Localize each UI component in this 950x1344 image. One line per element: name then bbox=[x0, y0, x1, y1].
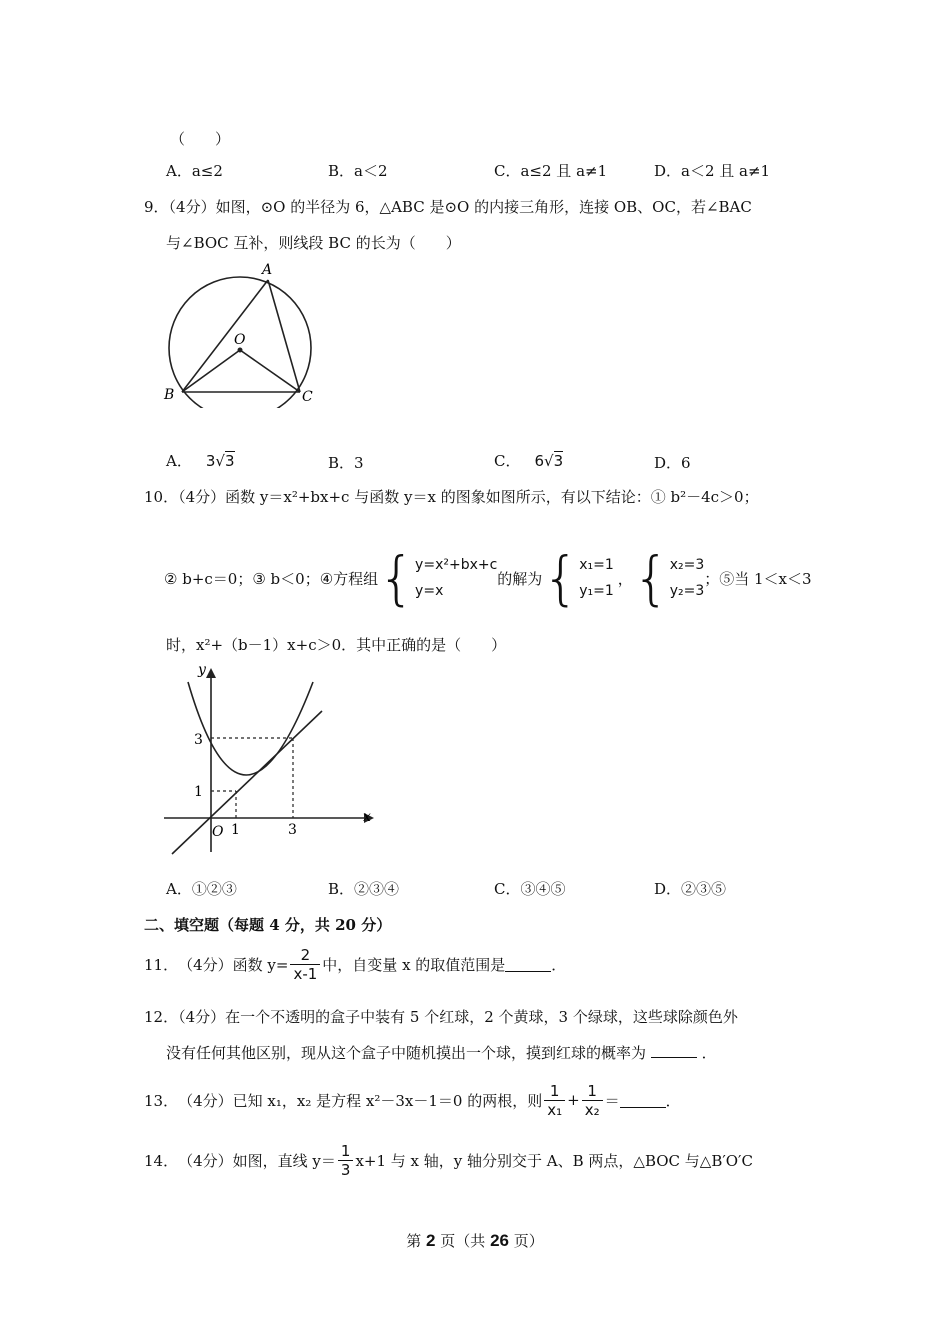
q10-parabola bbox=[188, 682, 313, 775]
q11-line bbox=[144, 942, 566, 986]
q10-score: （4分） bbox=[178, 488, 226, 506]
q13-score: （4分） bbox=[178, 1091, 233, 1110]
q9-label-c: C bbox=[302, 389, 313, 405]
q9-circle-figure bbox=[158, 258, 328, 408]
q10-solution-1 bbox=[579, 552, 614, 604]
q10-number: 10． bbox=[144, 488, 179, 506]
q12-text-1: 在一个不透明的盒子中装有 5 个红球，2 个黄球，3 个绿球，这些球除颜色外 bbox=[225, 1008, 738, 1026]
q8-option-b: B．a＜2 bbox=[328, 162, 388, 180]
q10-solution-2 bbox=[670, 552, 705, 604]
footer-total-pages: 26 bbox=[490, 1231, 509, 1250]
q10-equation-system bbox=[415, 552, 497, 604]
q9-option-a-value: 3√3 bbox=[205, 452, 235, 470]
q13-f1-num: 1 bbox=[544, 1082, 565, 1101]
q9-side-ac bbox=[268, 280, 300, 392]
q11-text-pre: 函数 y= bbox=[232, 955, 289, 974]
q13-end: ． bbox=[665, 1091, 681, 1110]
q12-line2 bbox=[166, 1042, 717, 1063]
q10-text-1: 函数 y＝x²+bx+c 与函数 y＝x 的图象如图所示，有以下结论：① b²－4c＞0； bbox=[225, 488, 759, 506]
q14-frac-num: 1 bbox=[338, 1142, 354, 1161]
q10-line2 bbox=[164, 542, 812, 614]
q13-answer-blank[interactable] bbox=[620, 1093, 666, 1108]
footer-suffix: 页） bbox=[513, 1232, 544, 1250]
q10-option-c: C．③④⑤ bbox=[494, 880, 566, 898]
q9-number: 9． bbox=[144, 198, 169, 216]
page-footer bbox=[0, 1230, 950, 1251]
q9-option-d: D．6 bbox=[654, 454, 691, 472]
q14-frac-den: 3 bbox=[340, 1160, 351, 1179]
q11-text-post: 中，自变量 x 的取值范围是 bbox=[322, 955, 506, 974]
q9-option-c-label: C． bbox=[494, 452, 521, 470]
q9-segment-oc bbox=[240, 350, 300, 392]
q10-option-a: A．①②③ bbox=[166, 880, 237, 898]
footer-prefix: 第 bbox=[406, 1232, 422, 1250]
q10-tick-x1: 1 bbox=[231, 822, 240, 838]
q10-tick-y3: 3 bbox=[194, 732, 203, 748]
q9-option-c-value: 6√3 bbox=[534, 452, 564, 470]
section-2-heading: 二、填空题（每题 4 分，共 20 分） bbox=[144, 916, 392, 934]
q10-text-2-post: ；⑤当 1＜x＜3 bbox=[704, 569, 812, 588]
q10-text-2-pre: ② b+c＝0；③ b＜0；④方程组 bbox=[164, 569, 379, 588]
q11-fraction bbox=[290, 946, 320, 983]
q10-label-y: y bbox=[198, 662, 206, 678]
q10-solution2-brace: { bbox=[632, 544, 670, 612]
q10-sol1-x: x₁=1 bbox=[579, 557, 614, 573]
q10-system-brace: { bbox=[378, 544, 416, 612]
q13-line bbox=[144, 1074, 681, 1126]
q10-text-2-mid: 的解为 bbox=[497, 569, 543, 588]
q9-side-ab bbox=[182, 280, 268, 392]
q8-option-d: D．a＜2 且 a≠1 bbox=[654, 162, 771, 180]
q9-line1 bbox=[144, 196, 752, 217]
q14-number: 14． bbox=[144, 1151, 179, 1170]
q11-number: 11． bbox=[144, 955, 179, 974]
q11-frac-den: x-1 bbox=[293, 964, 318, 983]
q11-score: （4分） bbox=[178, 955, 233, 974]
q10-line3: 时，x²+（b－1）x+c＞0．其中正确的是（ ） bbox=[166, 636, 507, 654]
q12-line1 bbox=[144, 1006, 738, 1027]
q13-text-post: ＝ bbox=[604, 1091, 620, 1110]
q9-option-a-label: A． bbox=[166, 452, 192, 470]
q8-paren: （ ） bbox=[170, 130, 231, 148]
q10-sol2-x: x₂=3 bbox=[669, 557, 705, 573]
q14-text-pre: 如图，直线 y＝ bbox=[232, 1151, 336, 1170]
q8-option-c: C．a≤2 且 a≠1 bbox=[494, 162, 608, 180]
q10-sys-eq1: y=x²+bx+c bbox=[415, 557, 498, 573]
q13-fraction-2 bbox=[582, 1082, 603, 1119]
q13-plus: + bbox=[567, 1091, 580, 1109]
footer-middle: 页（共 bbox=[440, 1232, 486, 1250]
q9-label-b: B bbox=[164, 387, 175, 403]
q9-label-o: O bbox=[234, 332, 246, 348]
q11-end: ． bbox=[551, 955, 567, 974]
q9-segment-ob bbox=[182, 350, 240, 392]
q10-y-axis-arrow bbox=[206, 668, 216, 678]
q9-label-a: A bbox=[262, 262, 273, 278]
q14-score: （4分） bbox=[178, 1151, 233, 1170]
q11-answer-blank[interactable] bbox=[505, 957, 551, 972]
q13-text-pre: 已知 x₁，x₂ 是方程 x²－3x－1＝0 的两根，则 bbox=[232, 1091, 543, 1110]
q9-score: （4分） bbox=[168, 198, 216, 216]
q14-line bbox=[144, 1136, 753, 1184]
q10-sol1-y: y₁=1 bbox=[579, 583, 614, 599]
q12-score: （4分） bbox=[178, 1008, 226, 1026]
q11-frac-num: 2 bbox=[290, 946, 320, 965]
q14-text-post: x+1 与 x 轴，y 轴分别交于 A、B 两点，△BOC 与△B′O′C bbox=[355, 1151, 753, 1170]
q14-fraction bbox=[338, 1142, 354, 1179]
q12-answer-blank[interactable] bbox=[651, 1043, 697, 1058]
q13-fraction-1 bbox=[544, 1082, 565, 1119]
q12-number: 12． bbox=[144, 1008, 179, 1026]
footer-page-number: 2 bbox=[426, 1231, 436, 1250]
q12-text-2: 没有任何其他区别，现从这个盒子中随机摸出一个球，摸到红球的概率为 bbox=[166, 1044, 647, 1062]
q9-text-1: 如图，⊙O 的半径为 6，△ABC 是⊙O 的内接三角形，连接 OB、OC，若∠BAC bbox=[215, 198, 752, 216]
q9-option-c bbox=[494, 450, 563, 471]
q10-label-x: x bbox=[363, 809, 371, 825]
q13-number: 13． bbox=[144, 1091, 179, 1110]
q10-tick-y1: 1 bbox=[194, 784, 203, 800]
q9-line2: 与∠BOC 互补，则线段 BC 的长为（ ） bbox=[166, 234, 461, 252]
q10-option-b: B．②③④ bbox=[328, 880, 400, 898]
q13-f2-den: x₂ bbox=[584, 1100, 600, 1119]
q13-f2-num: 1 bbox=[582, 1082, 603, 1101]
q10-function-graph bbox=[158, 658, 378, 858]
q12-end: ． bbox=[701, 1044, 717, 1062]
q10-tick-x3: 3 bbox=[288, 822, 297, 838]
q10-option-d: D．②③⑤ bbox=[654, 880, 727, 898]
q8-option-a: A．a≤2 bbox=[166, 162, 223, 180]
q9-option-b: B．3 bbox=[328, 454, 364, 472]
q9-center-dot bbox=[238, 348, 243, 353]
q10-line1 bbox=[144, 486, 759, 507]
q10-solution-separator: ， bbox=[617, 569, 633, 588]
q10-solution1-brace: { bbox=[542, 544, 580, 612]
q10-sol2-y: y₂=3 bbox=[669, 583, 705, 599]
q13-f1-den: x₁ bbox=[547, 1100, 563, 1119]
q10-sys-eq2: y=x bbox=[415, 583, 444, 599]
q10-label-origin: O bbox=[212, 824, 224, 840]
q9-option-a bbox=[166, 450, 235, 471]
